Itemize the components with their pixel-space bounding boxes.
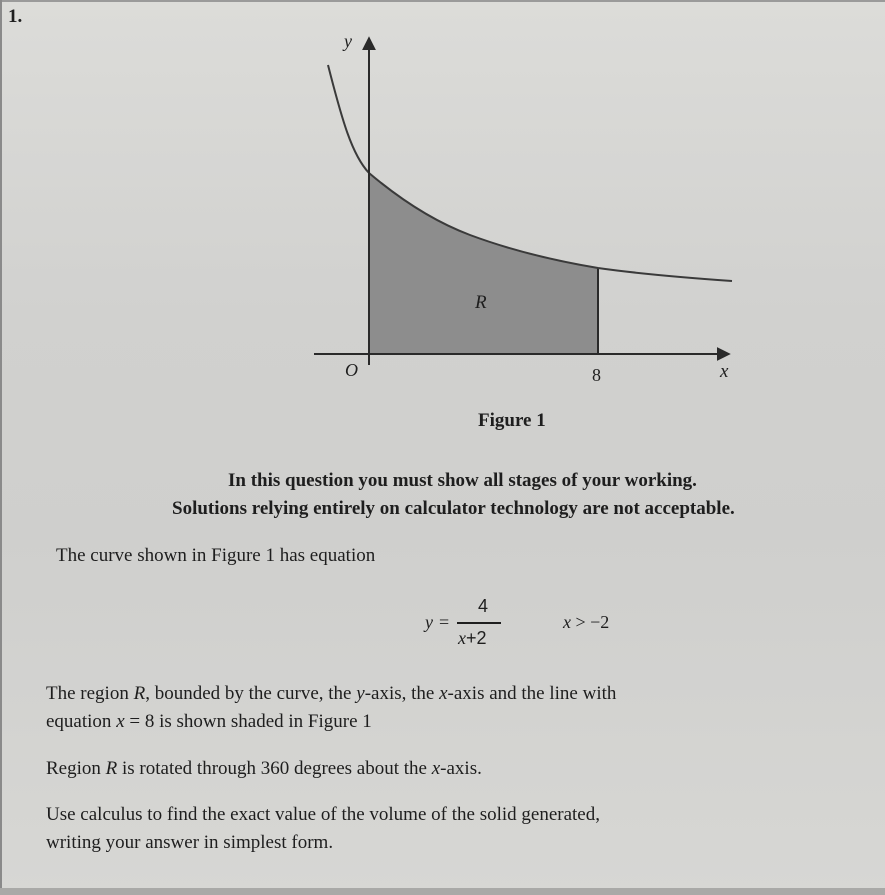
condition-variable: x [563, 612, 571, 632]
text-segment: , bounded by the curve, the [145, 683, 357, 704]
region-symbol: R [105, 758, 118, 779]
top-border [0, 0, 885, 2]
text-segment: = 8 is shown shaded in Figure 1 [124, 711, 372, 732]
question-number: 1. [8, 6, 23, 27]
equation-denominator [458, 628, 487, 649]
condition-bound: > −2 [571, 612, 610, 632]
y-symbol: y [356, 683, 365, 704]
region-description-line-1 [46, 683, 616, 705]
task-line-2: writing your answer in simplest form. [46, 832, 334, 853]
curve-intro-text: The curve shown in Figure 1 has equation [56, 545, 376, 566]
domain-condition [563, 612, 609, 633]
text-segment: -axis, the [364, 683, 440, 704]
text-segment: -axis. [440, 758, 482, 779]
figure-1-graph [300, 25, 750, 390]
x-symbol: x [116, 711, 125, 732]
text-segment: Region [46, 758, 106, 779]
text-segment: The region [46, 683, 134, 704]
y-axis-label: y [344, 31, 352, 51]
task-line-1: Use calculus to find the exact value of the volume of the solid generated, [46, 804, 600, 825]
left-border [0, 0, 2, 895]
x-symbol: x [439, 683, 448, 704]
equation-numerator: 4 [478, 596, 489, 616]
fraction-bar [457, 622, 501, 624]
text-segment: is rotated through 360 degrees about the [117, 758, 432, 779]
curve-equation [425, 594, 665, 658]
text-segment: equation [46, 711, 117, 732]
x-tick-label-8: 8 [592, 365, 601, 385]
region-description-line-2 [46, 711, 372, 733]
instruction-working: In this question you must show all stages of your working. [228, 470, 697, 491]
rotation-statement [46, 758, 482, 780]
region-symbol: R [133, 683, 146, 704]
equation-equals: = [439, 612, 450, 632]
instruction-calculator: Solutions relying entirely on calculator technology are not acceptable. [172, 498, 735, 519]
x-axis-label: x [720, 361, 729, 382]
bottom-border [0, 888, 885, 895]
origin-label: O [345, 360, 358, 380]
denominator-constant: +2 [466, 628, 487, 648]
denominator-variable: x [458, 628, 466, 648]
equation-lhs: y [425, 612, 433, 632]
region-label: R [475, 292, 487, 313]
x-symbol: x [431, 758, 441, 779]
figure-caption: Figure 1 [478, 410, 546, 431]
text-segment: -axis and the line with [447, 683, 617, 704]
